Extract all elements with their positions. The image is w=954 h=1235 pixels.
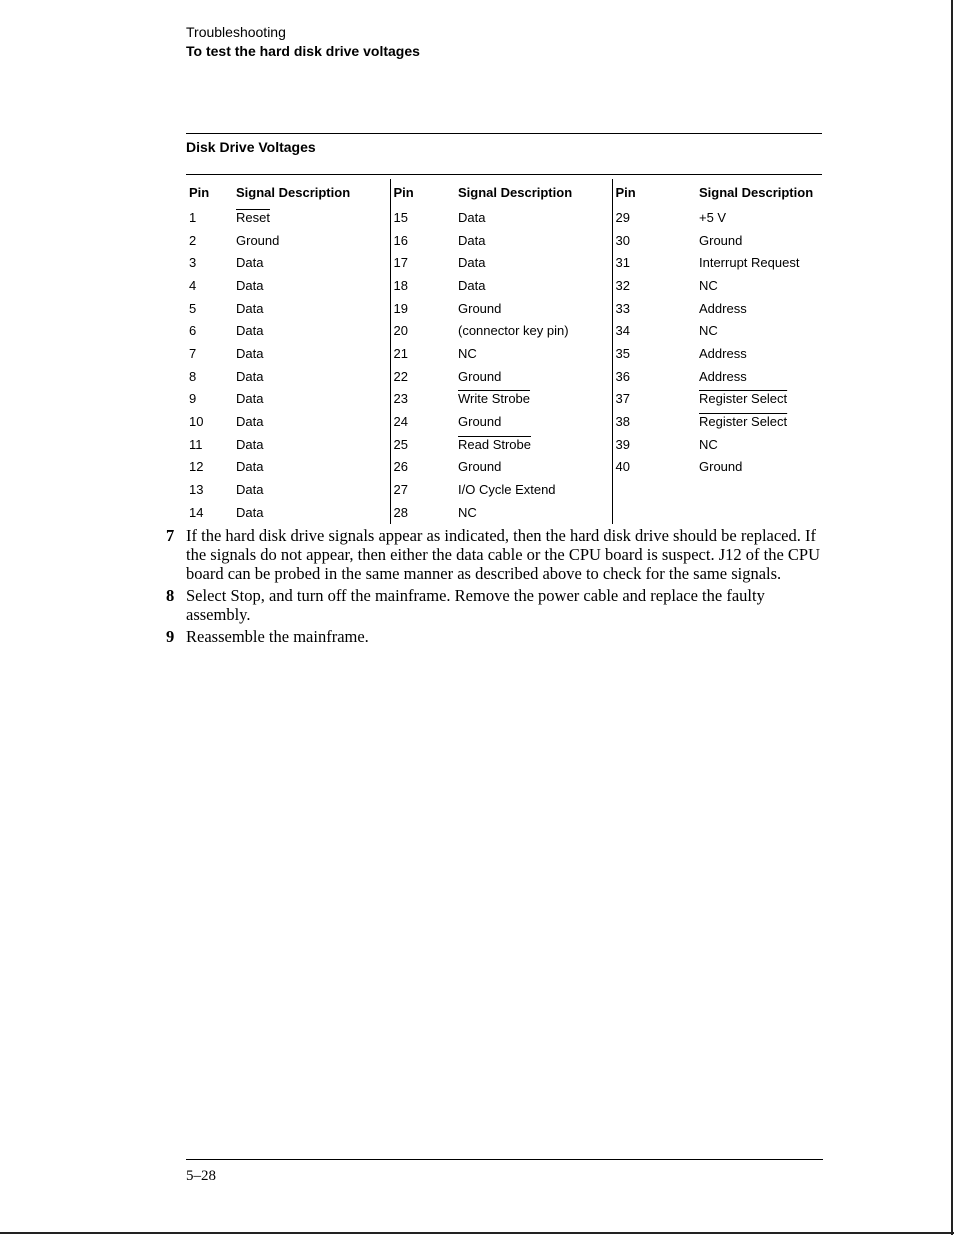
signal-description: Data	[458, 255, 486, 271]
table-header-rule	[186, 174, 822, 175]
table-row	[186, 388, 822, 411]
table-row	[186, 251, 822, 274]
signal-cell	[233, 319, 390, 342]
signal-description: Ground	[236, 232, 280, 248]
pin-number: 4	[189, 277, 197, 293]
signal-cell	[696, 297, 822, 320]
table-row	[186, 274, 822, 297]
step-text: Select Stop, and turn off the mainframe. Remove the power cable and replace the faulty assembly.	[186, 586, 765, 624]
step-8	[166, 586, 822, 624]
column-header-pin: Pin	[390, 179, 455, 206]
table-row	[186, 342, 822, 365]
table-row	[186, 206, 822, 229]
signal-description: Ground	[699, 232, 743, 248]
pin-number: 11	[189, 436, 203, 452]
signal-description: I/O Cycle Extend	[458, 482, 556, 498]
pin-table	[186, 179, 822, 524]
column-header-signal: Signal Description	[458, 185, 573, 200]
signal-description: Data	[458, 232, 486, 248]
signal-description: Ground	[458, 459, 502, 475]
signal-cell	[233, 501, 390, 524]
signal-description: +5 V	[699, 209, 727, 225]
signal-cell	[455, 319, 612, 342]
pin-number: 25	[390, 433, 455, 456]
signal-cell	[233, 274, 390, 297]
header-subsection: To test the hard disk drive voltages	[186, 43, 420, 59]
table-row	[186, 478, 822, 501]
pin-number: 6	[189, 323, 197, 339]
signal-description: Write Strobe	[458, 391, 531, 407]
table-row	[186, 297, 822, 320]
signal-description: Data	[236, 391, 264, 407]
signal-description: Ground	[458, 368, 502, 384]
signal-cell	[696, 206, 822, 229]
signal-cell	[696, 319, 822, 342]
signal-cell	[233, 410, 390, 433]
signal-cell	[696, 501, 822, 524]
signal-description: NC	[458, 345, 477, 361]
pin-number: 21	[390, 342, 455, 365]
signal-description: Data	[236, 459, 264, 475]
table-row	[186, 456, 822, 479]
step-number: 7	[166, 526, 175, 545]
step-7	[166, 526, 822, 583]
signal-cell	[455, 365, 612, 388]
pin-number: 37	[612, 388, 696, 411]
signal-description: Data	[236, 255, 264, 271]
signal-cell	[696, 478, 822, 501]
signal-description: Ground	[458, 414, 502, 430]
signal-description: Address	[699, 368, 747, 384]
signal-cell	[696, 251, 822, 274]
signal-description: Register Select	[699, 391, 788, 407]
disk-drive-voltages-table	[186, 133, 822, 524]
signal-description: NC	[458, 504, 477, 520]
pin-number: 18	[390, 274, 455, 297]
signal-cell	[455, 478, 612, 501]
signal-cell	[233, 251, 390, 274]
pin-number: 19	[390, 297, 455, 320]
signal-description: Data	[236, 436, 264, 452]
pin-number: 35	[612, 342, 696, 365]
pin-number: 17	[390, 251, 455, 274]
page-edge-right	[951, 0, 953, 1235]
signal-cell	[696, 342, 822, 365]
signal-description: Data	[236, 345, 264, 361]
pin-number: 1	[189, 209, 197, 225]
table-header-row	[186, 179, 822, 206]
signal-description: Data	[236, 277, 264, 293]
signal-cell	[455, 229, 612, 252]
pin-number: 22	[390, 365, 455, 388]
signal-cell	[233, 433, 390, 456]
signal-cell	[233, 229, 390, 252]
procedure-steps	[166, 526, 822, 649]
pin-number: 29	[612, 206, 696, 229]
pin-number: 24	[390, 410, 455, 433]
pin-number: 31	[612, 251, 696, 274]
pin-number: 16	[390, 229, 455, 252]
signal-cell	[233, 365, 390, 388]
step-number: 9	[166, 627, 175, 646]
pin-number: 28	[390, 501, 455, 524]
table-row	[186, 319, 822, 342]
pin-number: 12	[189, 459, 204, 475]
signal-description: Ground	[458, 300, 502, 316]
signal-description: Reset	[236, 209, 270, 225]
pin-number: 14	[189, 504, 204, 520]
signal-description: Data	[236, 323, 264, 339]
pin-number: 9	[189, 391, 197, 407]
signal-cell	[696, 274, 822, 297]
signal-cell	[455, 206, 612, 229]
signal-description: Read Strobe	[458, 436, 531, 452]
pin-number: 15	[390, 206, 455, 229]
signal-cell	[455, 433, 612, 456]
pin-number: 5	[189, 300, 197, 316]
table-row	[186, 365, 822, 388]
pin-number: 13	[189, 482, 204, 498]
signal-description: Data	[236, 504, 264, 520]
running-header	[186, 23, 420, 61]
pin-number: 20	[390, 319, 455, 342]
pin-number: 26	[390, 456, 455, 479]
table-body	[186, 206, 822, 524]
pin-number: 30	[612, 229, 696, 252]
header-section: Troubleshooting	[186, 24, 286, 40]
signal-cell	[233, 297, 390, 320]
signal-cell	[455, 456, 612, 479]
column-header-signal: Signal Description	[699, 185, 814, 200]
pin-number: 40	[612, 456, 696, 479]
pin-number: 38	[612, 410, 696, 433]
signal-cell	[696, 365, 822, 388]
signal-cell	[455, 342, 612, 365]
table-title: Disk Drive Voltages	[186, 139, 316, 155]
signal-description: Data	[236, 482, 264, 498]
page-number: 5–28	[186, 1168, 216, 1184]
signal-description: Data	[458, 209, 486, 225]
table-row	[186, 229, 822, 252]
signal-cell	[455, 410, 612, 433]
pin-number: 32	[612, 274, 696, 297]
signal-cell	[455, 251, 612, 274]
signal-cell	[233, 478, 390, 501]
pin-number: 33	[612, 297, 696, 320]
table-row	[186, 501, 822, 524]
table-row	[186, 433, 822, 456]
signal-description: Address	[699, 345, 747, 361]
signal-cell	[233, 388, 390, 411]
pin-number: 7	[189, 345, 197, 361]
signal-description: Data	[458, 277, 486, 293]
signal-description: NC	[699, 323, 718, 339]
signal-cell	[696, 229, 822, 252]
pin-number: 10	[189, 414, 204, 430]
signal-cell	[233, 342, 390, 365]
pin-number: 34	[612, 319, 696, 342]
column-header-pin: Pin	[189, 185, 210, 200]
step-number: 8	[166, 586, 175, 605]
signal-description: Interrupt Request	[699, 255, 800, 271]
signal-description: (connector key pin)	[458, 323, 569, 339]
signal-description: Data	[236, 414, 264, 430]
signal-description: Ground	[699, 459, 743, 475]
signal-cell	[455, 388, 612, 411]
signal-description: NC	[699, 436, 718, 452]
pin-number: 27	[390, 478, 455, 501]
signal-description: Data	[236, 368, 264, 384]
signal-cell	[696, 388, 822, 411]
pin-number: 2	[189, 232, 197, 248]
signal-cell	[696, 456, 822, 479]
pin-number: 39	[612, 433, 696, 456]
step-text: Reassemble the mainframe.	[186, 627, 369, 646]
table-row	[186, 410, 822, 433]
column-header-pin: Pin	[612, 179, 696, 206]
signal-cell	[233, 206, 390, 229]
signal-description: NC	[699, 277, 718, 293]
signal-cell	[455, 274, 612, 297]
signal-cell	[696, 410, 822, 433]
signal-description: Data	[236, 300, 264, 316]
signal-cell	[455, 501, 612, 524]
signal-cell	[233, 456, 390, 479]
signal-cell	[455, 297, 612, 320]
pin-number: 3	[189, 255, 197, 271]
pin-number	[612, 478, 696, 501]
footer-rule	[186, 1159, 823, 1160]
column-header-signal: Signal Description	[236, 185, 351, 200]
step-text: If the hard disk drive signals appear as indicated, then the hard disk drive should be replaced. If the signals do not appear, then either the data cable or the CPU board is suspect. J12 of the CPU board can be probed in the same manner as described above to check for the same signals.	[186, 526, 820, 583]
signal-cell	[696, 433, 822, 456]
pin-number: 8	[189, 368, 197, 384]
pin-number: 36	[612, 365, 696, 388]
page-edge-bottom	[0, 1232, 954, 1234]
signal-description: Register Select	[699, 414, 788, 430]
pin-number: 23	[390, 388, 455, 411]
pin-number	[612, 501, 696, 524]
signal-description: Address	[699, 300, 747, 316]
step-9	[166, 627, 822, 646]
